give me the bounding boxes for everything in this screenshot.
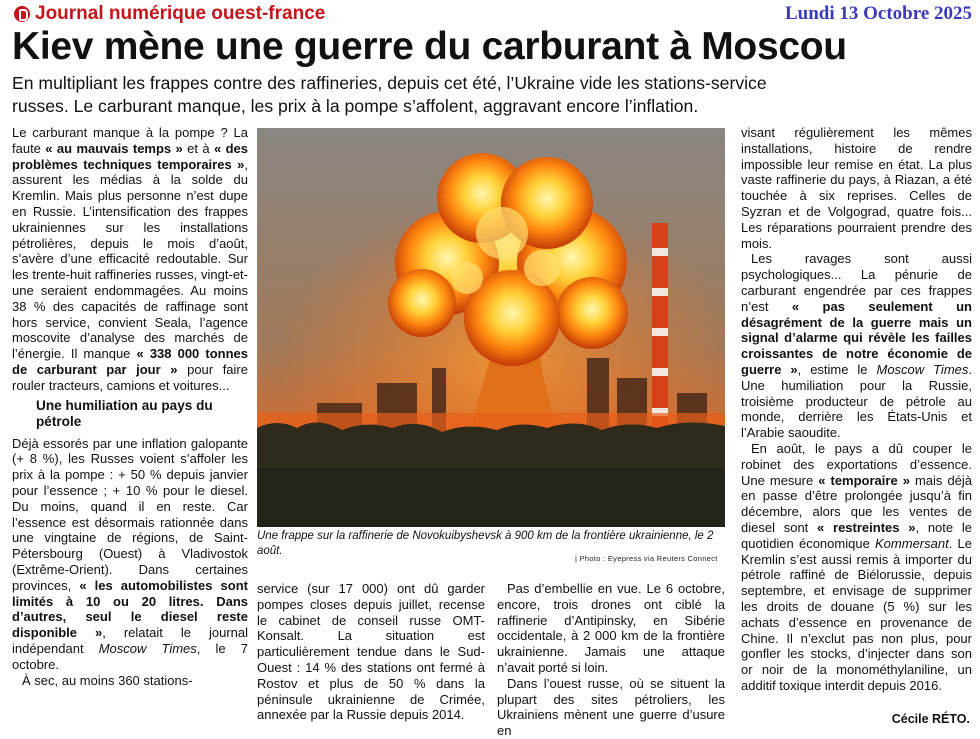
photo-credit: | Photo : Eyepress via Reuters Connect (575, 554, 718, 563)
article-photo (257, 128, 725, 527)
deck-line: En multipliant les frappes contre des raffineries, depuis cet été, l’Ukraine vide les stations-service (12, 73, 767, 93)
issue-date: Lundi 13 Octobre 2025 (784, 3, 972, 24)
paragraph: À sec, au moins 360 stations- (22, 672, 193, 688)
article-column-4 (741, 125, 972, 694)
paragraph: En août, le pays a dû couper le robinet des exportations d’essence. Une mesure « temporaire » mais déjà en passe d’être prolongée jusqu’à fin décembre, alors que les ventes de diesel sont « restreintes », note le quotidien économique Kommersant. Le Kremlin s’est aussi remis à importer du pétrole raffiné de Biélorussie, depuis septembre, et envisage de supprimer les droits de douane (5 %) sur les achats d’essence en provenance de Chine. Il n’exclut pas non plus, pour gonfler les stocks, d’injecter dans son or noir de la monométhylaniline, un additif toxique interdit depuis 2016. (741, 440, 973, 693)
article-column-2 (257, 581, 485, 723)
paragraph: Pas d’embellie en vue. Le 6 octobre, encore, trois drones ont ciblé la raffinerie d’Antipinsky, en Sibérie occidentale, à 2 000 km de la frontière ukrainienne. Jamais une attaque n’avait porté si loin. (497, 581, 725, 675)
publication-brand (14, 3, 325, 25)
paragraph: visant régulièrement les mêmes installations, histoire de rendre impossible leur remise en état. La plus vaste raffinerie du pays, à Riazan, a été touchée à six reprises. Celles de Syzran et de Volgograd, quatre fois... Les réparations pourraient prendre des mois. (741, 125, 972, 251)
article-deck (12, 72, 972, 118)
paragraph: Les ravages sont aussi psychologiques... La pénurie de carburant engendrée par ces frappes n’est « pas seulement un désagrément de la guerre mais un signal d’alarme qui révèle les failles croissantes de notre économie de guerre », estime le Moscow Times. Une humiliation pour la Russie, troisième producteur de pétrole au monde, derrière les États-Unis et l’Arabie saoudite. (741, 251, 972, 441)
paragraph: Dans l’ouest russe, où se situent la plupart des sites pétroliers, les Ukrainiens mènent une guerre d’usure en (497, 675, 725, 739)
refinery-explosion-image (257, 128, 725, 527)
article-column-1 (12, 125, 248, 688)
article-byline: Cécile RÉTO. (891, 712, 970, 726)
article-subheading: Une humiliation au pays du pétrole (36, 397, 213, 429)
photo-caption: Une frappe sur la raffinerie de Novokuibyshevsk à 900 km de la frontière ukrainienne, le 2 août. (257, 530, 714, 557)
deck-line: russes. Le carburant manque, les prix à la pompe s’affolent, aggravant encore l’inflation. (12, 96, 699, 116)
article-headline: Kiev mène une guerre du carburant à Moscou (12, 25, 847, 68)
paragraph: Le carburant manque à la pompe ? La faute « au mauvais temps » et à « des problèmes techniques temporaires », assurent les médias à la solde du Kremlin. Mais plus personne n’est dupe en Russie. L’intensification des frappes ukrainiennes sur les installations pétrolières, depuis le mois d’août, s’avère d’une efficacité redoutable. Sur les trente-huit raffineries russes, vingt-et-une seraient endommagées. Au moins 38 % des capacités de raffinage sont hors service, convient Seala, l’agence moscovite d’analyse des marchés de l’énergie. Il manque « 338 000 tonnes de carburant par jour » pour faire rouler tracteurs, camions et voitures... (12, 125, 248, 393)
publication-name: Journal numérique ouest-france (35, 3, 326, 24)
paragraph: Déjà essorés par une inflation galopante (+ 8 %), les Russes voient s’affoler les prix à la pompe : + 50 % depuis janvier pour l’essence ; + 10 % pour le diesel. Du moins, quand il en reste. Car l’essence est désormais rationnée dans une vingtaine de régions, de Saint-Pétersbourg (Ouest) à Vladivostok (Extrême-Orient). Dans certaines provinces, « les automobilistes sont limités à 10 ou 20 litres. Dans d’autres, seul le diesel reste disponible », relatait le journal indépendant Moscow Times, le 7 octobre. (12, 435, 248, 672)
article-column-3 (497, 581, 725, 739)
paragraph: service (sur 17 000) ont dû garder pompes closes depuis juillet, recense le cabinet de conseil russe OMT-Konsalt. La situation est particulièrement tendue dans le Sud-Ouest : 14 % des stations ont fermé à Rostov et plus de 50 % dans la péninsule ukrainienne de Crimée, annexée par la Russie depuis 2014. (257, 581, 485, 723)
ouest-france-logo-icon (14, 6, 30, 22)
